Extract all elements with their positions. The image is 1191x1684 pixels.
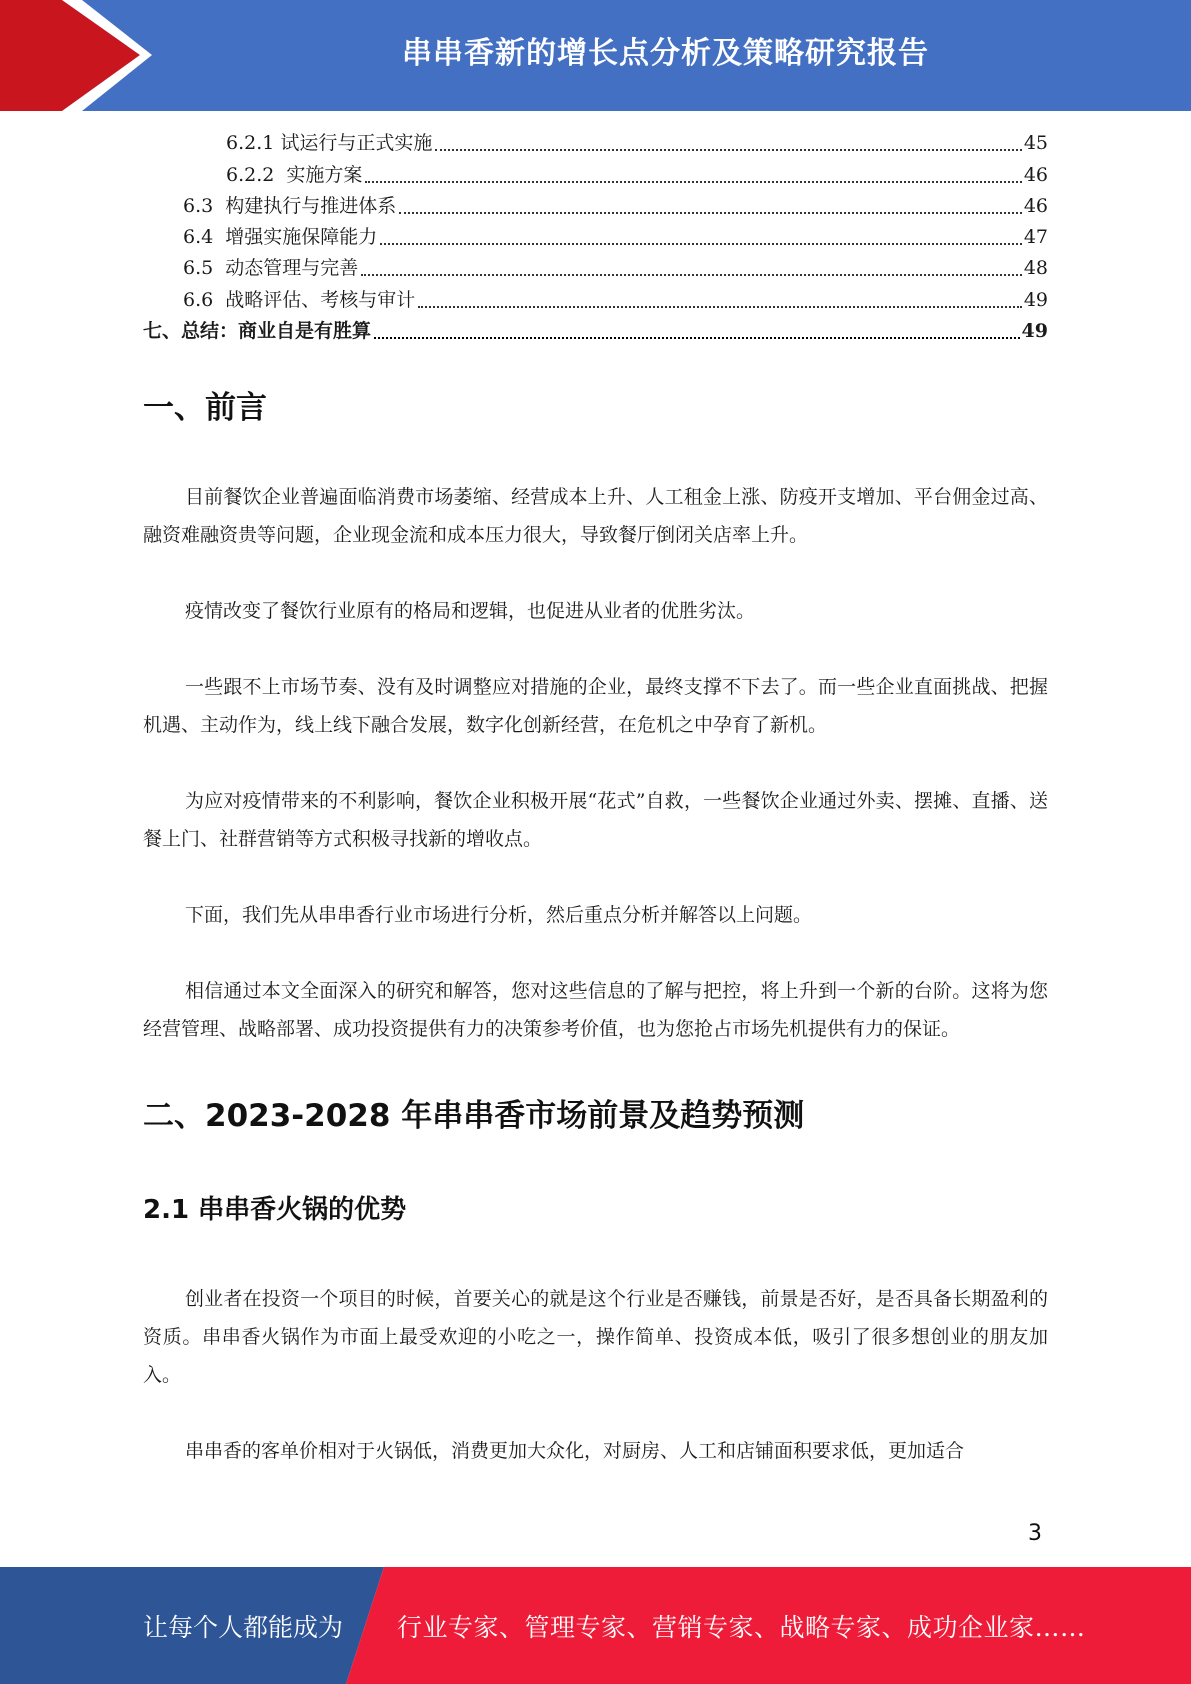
- header-chevron-graphic: [0, 0, 160, 111]
- document-body: [143, 380, 1048, 1470]
- toc-leader-dots: [365, 180, 1021, 183]
- paragraph: 下面，我们先从串串香行业市场进行分析，然后重点分析并解答以上问题。: [185, 904, 813, 926]
- toc-leader-dots: [361, 273, 1022, 276]
- toc-entry[interactable]: [143, 128, 1048, 159]
- page-footer: [0, 1567, 1191, 1684]
- page-header: [0, 0, 1191, 111]
- table-of-contents: [143, 128, 1048, 347]
- paragraph: 疫情改变了餐饮行业原有的格局和逻辑，也促进从业者的优胜劣汰。: [185, 600, 756, 622]
- toc-entry-label: 6.6 战略评估、考核与审计: [183, 288, 416, 311]
- footer-slogan-right: 行业专家、管理专家、营销专家、战略专家、成功企业家……: [397, 1612, 1086, 1642]
- report-title: 串串香新的增长点分析及策略研究报告: [402, 36, 929, 71]
- toc-entry-label: 6.2.1 试运行与正式实施: [226, 132, 433, 155]
- paragraph: 创业者在投资一个项目的时候，首要关心的就是这个行业是否赚钱，前景是否好，是否具备长期盈利的资质。串串香火锅作为市面上最受欢迎的小吃之一，操作简单、投资成本低，吸引了很多想创业的朋友加入。: [143, 1288, 1048, 1386]
- toc-entry-label: 6.2.2 实施方案: [226, 163, 363, 186]
- toc-entry-page: 49: [1023, 288, 1048, 311]
- page-number: 3: [1028, 1521, 1042, 1546]
- footer-slogan-left: 让每个人都能成为: [143, 1612, 344, 1642]
- toc-entry-label: 6.4 增强实施保障能力: [183, 226, 378, 249]
- paragraph: 相信通过本文全面深入的研究和解答，您对这些信息的了解与把控，将上升到一个新的台阶。这将为您经营管理、战略部署、成功投资提供有力的决策参考价值，也为您抢占市场先机提供有力的保证。: [143, 980, 1048, 1040]
- toc-entry-label: 6.5 动态管理与完善: [183, 257, 359, 280]
- paragraph: 为应对疫情带来的不利影响，餐饮企业积极开展“花式”自救，一些餐饮企业通过外卖、摆摊、直播、送餐上门、社群营销等方式积极寻找新的增收点。: [143, 790, 1048, 850]
- paragraph: 目前餐饮企业普遍面临消费市场萎缩、经营成本上升、人工租金上涨、防疫开支增加、平台佣金过高、融资难融资贵等问题，企业现金流和成本压力很大，导致餐厅倒闭关店率上升。: [143, 486, 1048, 546]
- toc-entry-page: 47: [1023, 226, 1048, 249]
- toc-entry[interactable]: [143, 191, 1048, 222]
- toc-entry-page: 46: [1023, 163, 1048, 186]
- toc-leader-dots: [380, 242, 1022, 245]
- paragraph: 一些跟不上市场节奏、没有及时调整应对措施的企业，最终支撑不下去了。而一些企业直面挑战、把握机遇、主动作为，线上线下融合发展，数字化创新经营，在危机之中孕育了新机。: [143, 676, 1048, 736]
- toc-entry[interactable]: [143, 222, 1048, 253]
- section-heading: 一、前言: [143, 390, 267, 426]
- paragraph: 串串香的客单价相对于火锅低，消费更加大众化，对厨房、人工和店铺面积要求低，更加适合: [185, 1440, 965, 1462]
- toc-entry[interactable]: [143, 316, 1048, 347]
- toc-entry-page: 46: [1023, 194, 1048, 217]
- toc-leader-dots: [374, 336, 1020, 339]
- toc-leader-dots: [399, 211, 1022, 214]
- toc-entry-page: 48: [1023, 257, 1048, 280]
- toc-entry-page: 49: [1021, 320, 1048, 343]
- toc-entry-label: 6.3 构建执行与推进体系: [183, 194, 397, 217]
- toc-entry[interactable]: [143, 284, 1048, 315]
- subsection-heading: 2.1 串串香火锅的优势: [143, 1195, 407, 1225]
- toc-leader-dots: [435, 148, 1021, 151]
- toc-entry[interactable]: [143, 253, 1048, 284]
- section-heading: 二、2023-2028 年串串香市场前景及趋势预测: [143, 1098, 805, 1134]
- toc-entry[interactable]: [143, 159, 1048, 190]
- toc-leader-dots: [418, 305, 1022, 308]
- toc-entry-page: 45: [1023, 132, 1048, 155]
- toc-entry-label: 七、总结：商业自是有胜算: [143, 320, 372, 343]
